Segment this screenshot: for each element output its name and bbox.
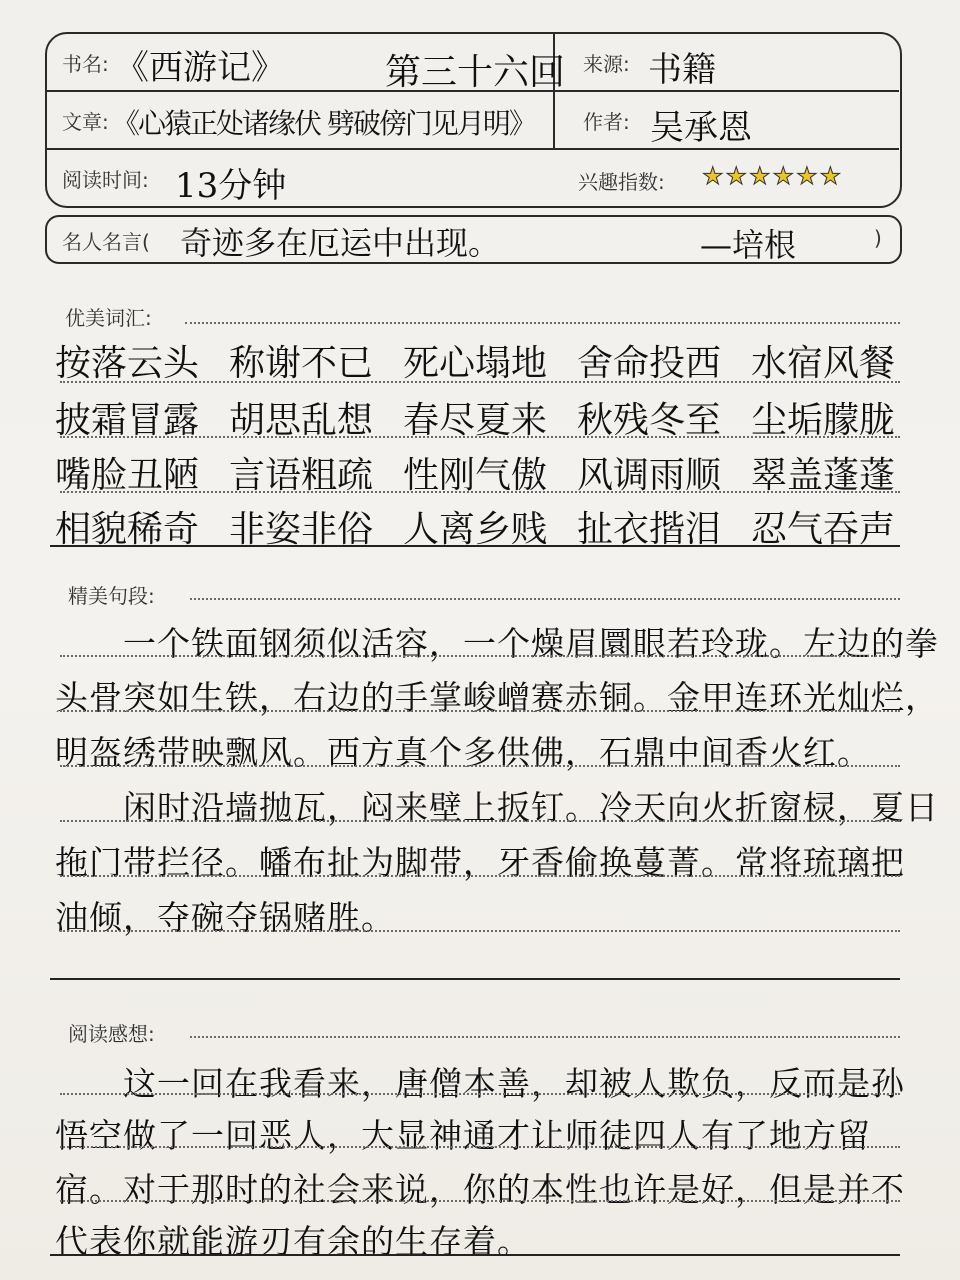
solid-line — [50, 545, 900, 547]
book-value: 《西游记》 — [115, 48, 285, 88]
sentence-line: 一个铁面钢须似活容，一个燥眉圜眼若玲珑。左边的拳 — [55, 624, 939, 663]
vocab-word: 称谢不已 — [228, 343, 373, 384]
author-value: 吴承恩 — [650, 108, 752, 148]
vocab-word: 翠盖蓬蓬 — [750, 455, 895, 496]
article-value: 《心猿正处诸缘伏 劈破傍门见月明》 — [112, 107, 535, 140]
dotted-line — [60, 820, 900, 822]
vocab-word: 相貌稀奇 — [55, 509, 200, 550]
article-label: 文章: — [62, 110, 109, 134]
book-label: 书名: — [62, 52, 109, 76]
sentence-line: 拖门带拦径。幡布扯为脚带，牙香偷换蔓菁。常将琉璃把 — [55, 843, 905, 882]
vocab-word: 扯衣揩泪 — [576, 509, 721, 550]
author-label: 作者: — [583, 110, 630, 134]
dotted-line — [185, 322, 900, 324]
vocab-word: 尘垢朦胧 — [750, 400, 895, 441]
sentence-line: 闲时沿墙抛瓦，闷来壁上扳钉。冷天向火折窗棂，夏日 — [55, 788, 939, 827]
time-label: 阅读时间: — [62, 168, 149, 192]
dotted-line — [60, 930, 900, 932]
vocab-word: 披霜冒露 — [55, 400, 200, 441]
source-value: 书籍 — [648, 50, 716, 90]
sentence-line: 油倾，夺碗夺锅赌胜。 — [55, 898, 395, 937]
dotted-line — [60, 1093, 900, 1095]
dotted-line — [60, 436, 900, 438]
vocab-word: 舍命投西 — [576, 343, 721, 384]
thought-line: 悟空做了一回恶人，大显神通才让师徒四人有了地方留 — [55, 1116, 871, 1155]
vocab-word: 言语粗疏 — [228, 455, 373, 496]
dotted-line — [60, 710, 900, 712]
vocab-label: 优美词汇: — [65, 306, 152, 330]
sentences-label: 精美句段: — [68, 584, 155, 608]
dotted-line — [60, 381, 900, 383]
source-label: 来源: — [583, 52, 630, 76]
thought-line: 宿。对于那时的社会来说，你的本性也许是好，但是并不 — [55, 1170, 905, 1209]
dotted-line — [60, 1146, 900, 1148]
quote-label: 名人名言( — [62, 230, 150, 254]
solid-line — [50, 978, 900, 980]
dotted-line — [190, 1036, 900, 1038]
dotted-line — [60, 1200, 900, 1202]
dotted-line — [60, 875, 900, 877]
vocab-word: 秋残冬至 — [576, 400, 721, 441]
time-value: 13分钟 — [175, 166, 287, 206]
dotted-line — [60, 491, 900, 493]
thoughts-label: 阅读感想: — [68, 1022, 155, 1046]
dotted-line — [60, 655, 900, 657]
vocab-word: 嘴脸丑陋 — [55, 455, 200, 496]
vocab-word: 胡思乱想 — [228, 400, 373, 441]
vocab-word: 死心塌地 — [402, 343, 547, 384]
thought-line: 这一回在我看来，唐僧本善，却被人欺负，反而是孙 — [55, 1064, 905, 1103]
sentence-line: 明盔绣带映飘风。西方真个多供佛，石鼎中间香火红。 — [55, 733, 871, 772]
vocab-word: 春尽夏来 — [402, 400, 547, 441]
vocab-word: 按落云头 — [55, 343, 200, 384]
interest-stars-rating: ★★★★★★ — [702, 162, 844, 190]
vocab-word: 水宿风餐 — [750, 343, 895, 384]
thought-line: 代表你就能游刃有余的生存着。 — [55, 1222, 531, 1261]
divider — [47, 148, 899, 150]
vocab-word: 人离乡贱 — [402, 509, 547, 550]
vocab-row — [55, 335, 895, 386]
vocab-word: 风调雨顺 — [576, 455, 721, 496]
quote-text: 奇迹多在厄运中出现。 — [180, 224, 501, 262]
vocab-word: 性刚气傲 — [402, 455, 547, 496]
sentence-line: 头骨突如生铁，右边的手掌峻嶒赛赤铜。金甲连环光灿烂， — [55, 678, 939, 717]
interest-label: 兴趣指数: — [578, 170, 665, 194]
vocab-word: 忍气吞声 — [750, 509, 895, 550]
dotted-line — [190, 598, 900, 600]
vocab-word: 非姿非俗 — [228, 509, 373, 550]
quote-author: —培根 — [700, 226, 797, 264]
dotted-line — [60, 765, 900, 767]
solid-line — [50, 1254, 900, 1256]
chapter: 第三十六回 — [385, 52, 566, 93]
quote-close: ) — [874, 226, 882, 250]
